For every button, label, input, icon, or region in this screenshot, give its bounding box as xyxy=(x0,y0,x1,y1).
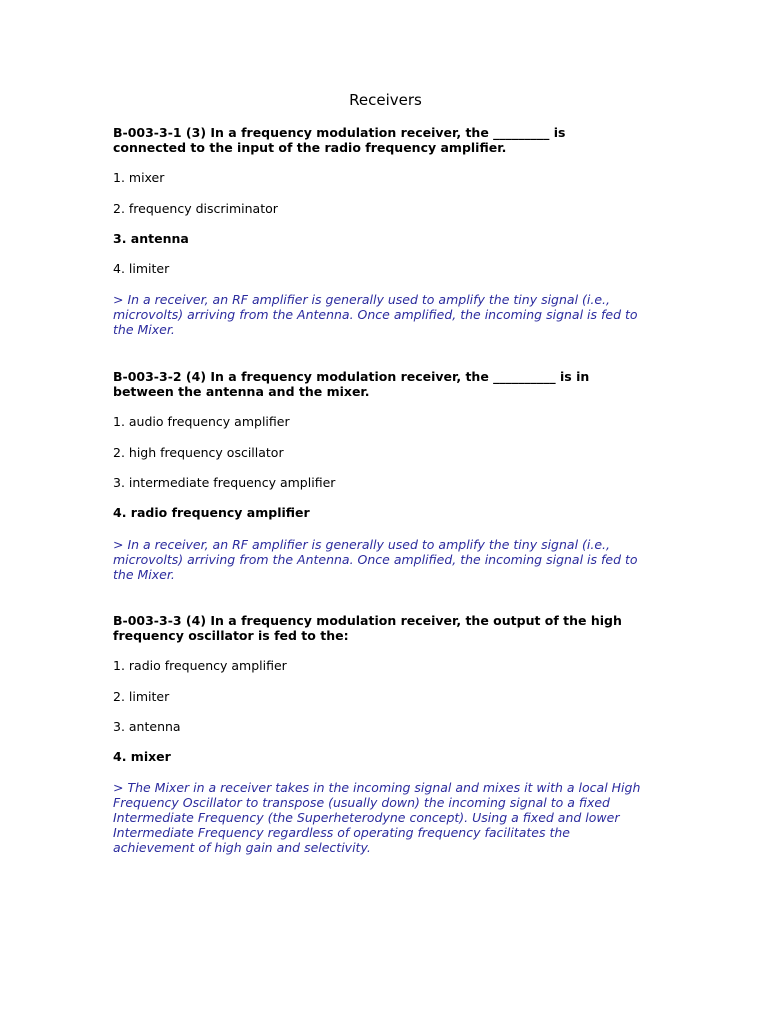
question-1-option-4: 4. limiter xyxy=(113,261,170,276)
question-1-option-2: 2. frequency discriminator xyxy=(113,201,278,216)
question-2-explanation xyxy=(113,537,658,582)
question-1-explanation-line-1: > In a receiver, an RF amplifier is generally used to amplify the tiny signal (i.e., xyxy=(113,292,610,307)
question-2-explanation-line-1: > In a receiver, an RF amplifier is generally used to amplify the tiny signal (i.e., xyxy=(113,537,610,552)
question-1-prompt-line-1: B-003-3-1 (3) In a frequency modulation receiver, the _________ is xyxy=(113,125,566,140)
question-1-explanation xyxy=(113,292,658,337)
question-2-prompt-line-1: B-003-3-2 (4) In a frequency modulation receiver, the __________ is in xyxy=(113,369,590,384)
question-3-prompt-line-1: B-003-3-3 (4) In a frequency modulation receiver, the output of the high xyxy=(113,613,622,628)
question-1-option-1: 1. mixer xyxy=(113,170,165,185)
question-3-prompt xyxy=(113,613,658,643)
question-2-option-1: 1. audio frequency amplifier xyxy=(113,414,290,429)
question-1-explanation-line-2: microvolts) arriving from the Antenna. Once amplified, the incoming signal is fed to xyxy=(113,307,638,322)
page-title: Receivers xyxy=(349,91,422,109)
question-1-option-3-correct: 3. antenna xyxy=(113,231,189,246)
question-3-option-2: 2. limiter xyxy=(113,689,170,704)
question-2-option-2: 2. high frequency oscillator xyxy=(113,445,284,460)
question-3-option-1: 1. radio frequency amplifier xyxy=(113,658,287,673)
question-2-option-3: 3. intermediate frequency amplifier xyxy=(113,475,336,490)
question-2-prompt xyxy=(113,369,658,399)
question-2-explanation-line-3: the Mixer. xyxy=(113,567,175,582)
question-3-explanation xyxy=(113,780,658,855)
question-3-explanation-line-4: Intermediate Frequency regardless of operating frequency facilitates the xyxy=(113,825,570,840)
question-2-option-4-correct: 4. radio frequency amplifier xyxy=(113,505,310,520)
question-1-prompt-line-2: connected to the input of the radio frequency amplifier. xyxy=(113,140,507,155)
question-2-prompt-line-2: between the antenna and the mixer. xyxy=(113,384,370,399)
question-3-explanation-line-2: Frequency Oscillator to transpose (usually down) the incoming signal to a fixed xyxy=(113,795,610,810)
question-3-prompt-line-2: frequency oscillator is fed to the: xyxy=(113,628,349,643)
question-3-explanation-line-5: achievement of high gain and selectivity. xyxy=(113,840,371,855)
question-3-option-3: 3. antenna xyxy=(113,719,181,734)
question-3-explanation-line-3: Intermediate Frequency (the Superheterodyne concept). Using a fixed and lower xyxy=(113,810,620,825)
question-3-explanation-line-1: > The Mixer in a receiver takes in the incoming signal and mixes it with a local High xyxy=(113,780,641,795)
question-3-option-4-correct: 4. mixer xyxy=(113,749,171,764)
question-1-prompt xyxy=(113,125,658,155)
question-1-explanation-line-3: the Mixer. xyxy=(113,322,175,337)
question-2-explanation-line-2: microvolts) arriving from the Antenna. Once amplified, the incoming signal is fed to xyxy=(113,552,638,567)
